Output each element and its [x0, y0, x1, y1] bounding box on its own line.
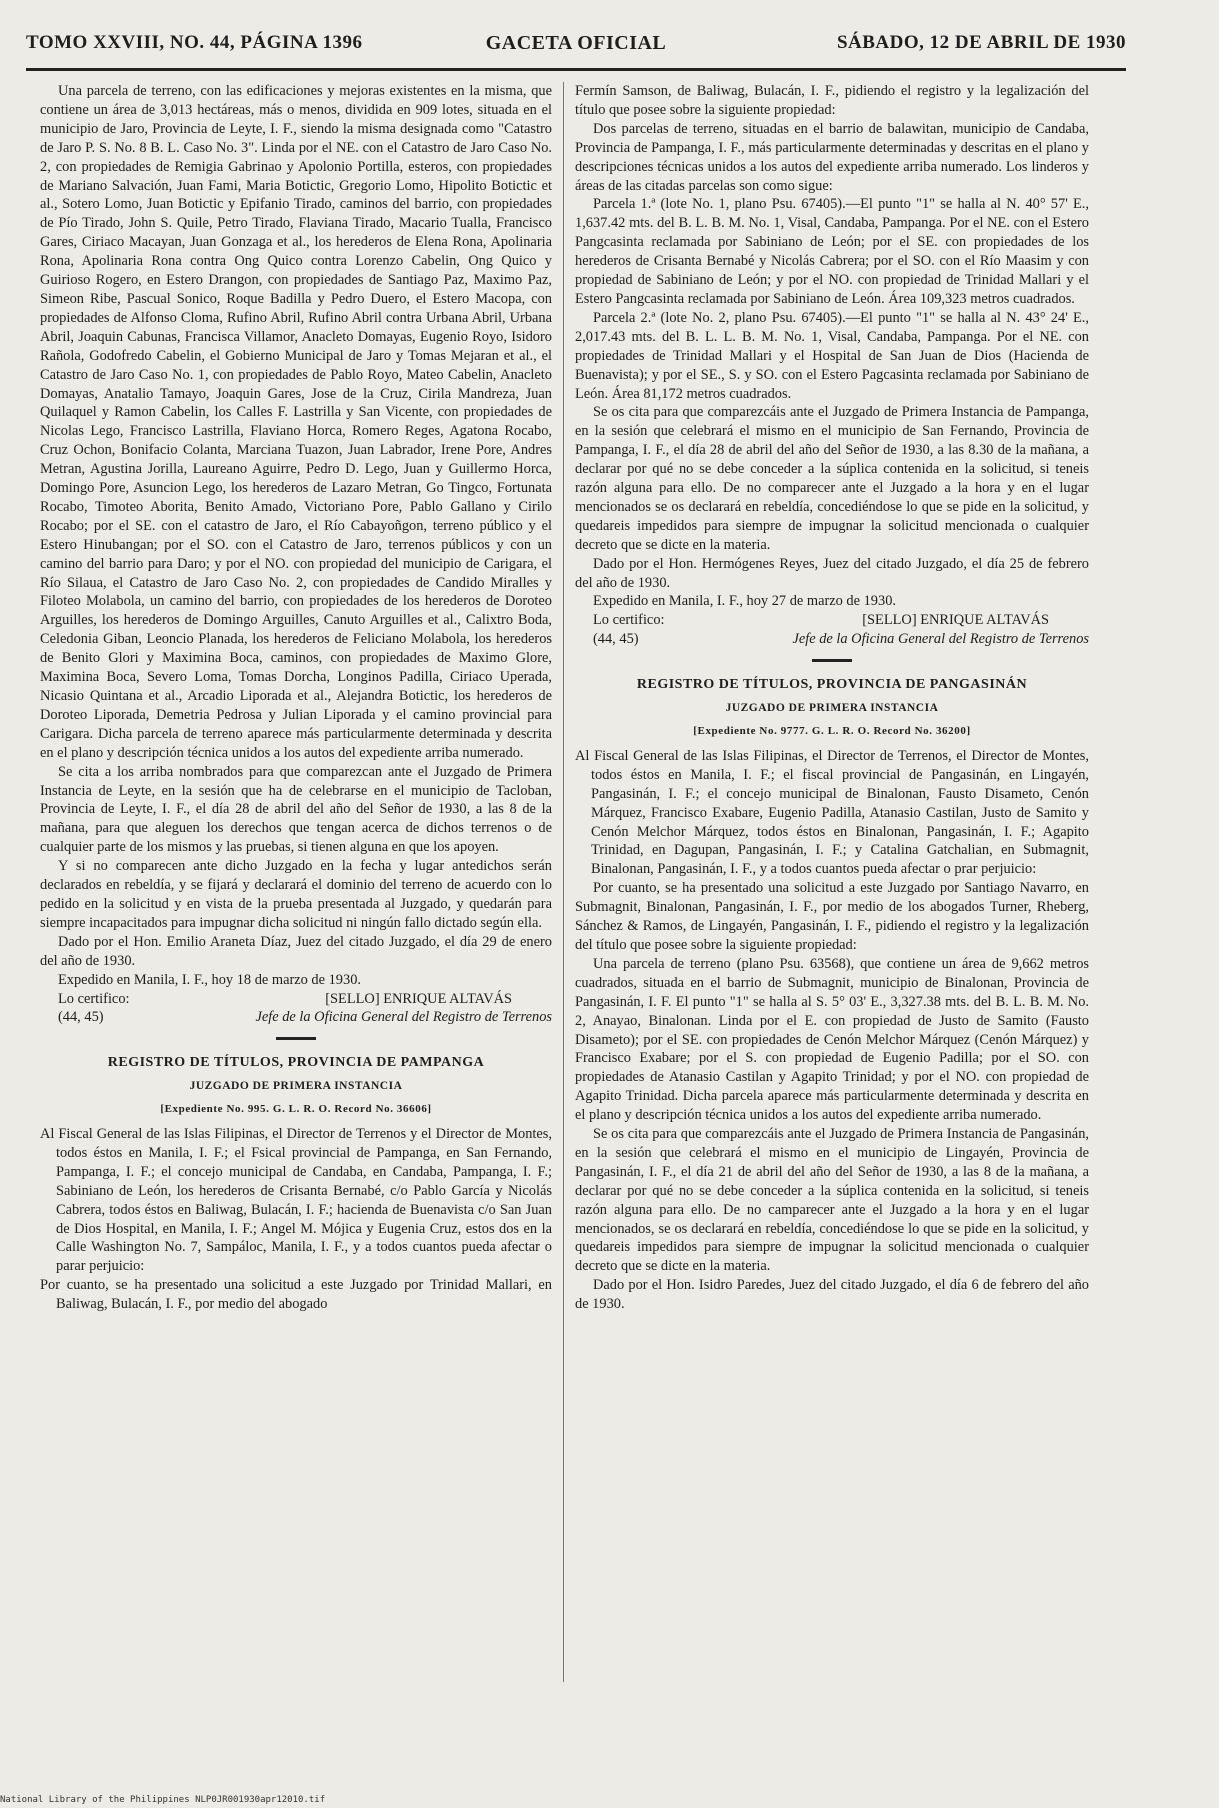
pampanga-issued: Expedido en Manila, I. F., hoy 27 de marzo de 1930. [593, 593, 896, 610]
pampanga-signature [575, 611, 1089, 630]
pampanga-citation: Se os cita para que comparezcáis ante el Juzgado de Primera Instancia de Pampanga, en la sesión que celebrará el mismo en el municipio de San Fernando, Provincia de Pampanga, I. F., el día 28 de abril del año del Señor de 1930, a las 8.30 de la mañana, a declarar por qué no se debe conceder a la súplica contenida en la solicitud, si teneis razón alguna para ello. De no comparecer ante el Juzgado a la hora y en el lugar mencionados se os declarará en rebeldía, concediéndose lo que se pide en la solicitud, y quedareis impedidos para siempre de impugnar la solicitud mencionada o cualquier decreto que se dicte en la materia. [575, 404, 1089, 553]
signer-title: Jefe de la Oficina General del Registro de Terrenos [255, 1009, 552, 1026]
left-column [40, 82, 552, 1314]
pangasinan-given-by: Dado por el Hon. Isidro Paredes, Juez del citado Juzgado, el día 6 de febrero del año de 1930. [575, 1277, 1089, 1313]
column-divider [563, 82, 564, 1682]
leyte-signature [40, 990, 552, 1009]
pampanga-given-by: Dado por el Hon. Hermógenes Reyes, Juez del citado Juzgado, el día 25 de febrero del año de 1930. [575, 555, 1089, 591]
publication-title: GACETA OFICIAL [485, 32, 667, 54]
section-separator [812, 659, 852, 662]
certifico-label: Lo certifico: [593, 612, 665, 629]
leyte-issued: Expedido en Manila, I. F., hoy 18 de marzo de 1930. [58, 971, 361, 988]
scan-footer: National Library of the Philippines NLP0JR001930apr12010.tif [0, 1795, 326, 1805]
pampanga-petition-cont: Fermín Samson, de Baliwag, Bulacán, I. F., pidiendo el registro y la legalización del título que posee sobre la siguiente propiedad: [575, 83, 1089, 118]
parcel-2-description: Parcela 2.ª (lote No. 2, plano Psu. 67405).—El punto "1" se halla al N. 43° 24' E., 2,017.43 mts. del B. L. L. B. M. No. 1, Visal, Candaba, Pampanga. Por el NE. con propiedades de Trinidad Mallari y el Hospital de San Juan de Dios (Hacienda de Buenavista); y por el SE., S. y SO. con el Estero Pagcasinta reclamada por Sabiniano de León. Área 81,172 metros cuadrados. [575, 309, 1089, 402]
pampanga-whereas: Por cuanto, se ha presentado una solicitud a este Juzgado por Trinidad Mallari, en Baliwag, Bulacán, I. F., por medio del abogado [40, 1277, 552, 1313]
pampanga-signer-title [575, 630, 1089, 649]
header-rule [26, 68, 1126, 71]
pangasinan-whereas: Por cuanto, se ha presentado una solicitud a este Juzgado por Santiago Navarro, en Submagnit, Binalonan, Pangasinán, I. F., por medio de los abogados Turner, Rheberg, Sánchez & Ramos, de Lingayén, Pangasinán, I. F., pidiendo el registro y la legalización del título que posee sobre la siguiente propiedad: [575, 880, 1089, 953]
pampanga-addressees: Al Fiscal General de las Islas Filipinas, el Director de Terrenos y el Director de Montes, todos éstos en Manila, I. F.; el Fsical provincial de Pampanga, en San Fernando, Pampanga, I. F.; el concejo municipal de Candaba, en Candaba, Pampanga, I. F.; Sabiniano de León, los herederos de Crisanta Bernabé, c/o Pablo García y Nicolás Cabrera, todos éstos en Baliwag, Bulacán, I. F.; hacienda de Buenavista c/o San Juan de Dios Hospital, en Manila, I. F.; Angel M. Mójica y Eugenia Cruz, estos dos en la Calle Washington No. 7, Sampáloc, Manila, I. F., y a todos cuantos pueda afectar o parar perjuicio: [40, 1126, 552, 1275]
certifico-label: Lo certifico: [58, 990, 130, 1007]
pangasinan-addressees: Al Fiscal General de las Islas Filipinas, el Director de Terrenos, el Director de Montes, todos éstos en Manila, I. F.; el fiscal provincial de Pangasinán, en Lingayén, Pangasinán, I. F.; el concejo municipal de Binalonan, Fausto Disameto, Cenón Márquez, Francisco Exabare, Eugenio Padilla, Atanasio Castilan, Justo de Samito y Cenón Melchor Márquez, todos éstos en Binalonan, Pangasinán, I. F.; Agapito Trinidad, en Dagupan, Pangasinán, I. F.; y Catalina Gatchalian, en Submagnit, Binalonan, Pangasinán, I. F., y a todos cuantos pueda afectar o prar perjuicio: [575, 747, 1089, 878]
pampanga-parcels-intro: Dos parcelas de terreno, situadas en el barrio de balawitan, municipio de Candaba, Provincia de Pampanga, I. F., más particularmente determinadas y descritas en el plano y descripciones técnicas unidos a los autos del expediente arriba numerado. Los linderos y áreas de las citadas parcelas son como sigue: [575, 120, 1089, 194]
case-number: [Expediente No. 9777. G. L. R. O. Record No. 36200] [693, 725, 971, 737]
court-label: JUZGADO DE PRIMERA INSTANCIA [725, 702, 939, 715]
pangasinan-parcel-description: Una parcela de terreno (plano Psu. 63568), que contiene un área de 9,662 metros cuadrados, situada en el barrio de Submagnit, municipio de Binalonan, Provincia de Pangasinán, I. F. El punto "1" se halla al S. 5° 03' E., 3,327.38 mts. del B. L. B. M. No. 2, Anayao, Binalonan. Linda por el E. con propiedad de Justo de Samito (Fausto Disameto); por el SE. con propiedades de Cenón Melchor Márquez (Cenón Márquez) y Francisco Exabare; por el S. con propiedad de Eugenio Padilla; por el SO. con propiedades de Atanasio Castilan y Agapito Trinidad; y por el NO. con propiedad de Agapito Trinidad. Dicha parcela aparece más particularmente determinada y descrita en el plano y descripción técnica unidos a los autos del expediente arriba numerado. [575, 955, 1089, 1124]
parcel-1-description: Parcela 1.ª (lote No. 1, plano Psu. 67405).—El punto "1" se halla al N. 40° 57' E., 1,637.42 mts. del B. L. B. M. No. 1, Visal, Candaba, Pampanga. Por el NE. con el Estero Pangcasinta reclamada por Sabiniano de León; por el SE. con propiedades de los herederos de Crisanta Bernabé y Nicolás Cabrera; por el SO. con el Río Maasim y con propiedad de Sabiniano de León; y por el NO. con propiedad de Trinidad Mallari y el Estero Pangcasinta reclamada por Sabiniano de León. Área 109,323 metros cuadrados. [575, 196, 1089, 307]
pangasinan-citation: Se os cita para que comparezcáis ante el Juzgado de Primera Instancia de Pangasinán, en la sesión que celebrará el mismo en el municipio de Lingayén, Provincia de Pangasinán, I. F., el día 21 de abril del año del Señor de 1930, a las 8 de la mañana, a declarar por qué no se debe conceder a la súplica contenida en la solicitud, si teneis razón alguna para ello. De no camparecer ante el Juzgado a la hora y en el lugar mencionados, se os declarará en rebeldía, concediéndose lo que se pide en la solicitud, y quedareis impedidos para siempre de impugnar la solicitud mencionada o cualquier decreto que se dicte en la materia. [575, 1126, 1089, 1275]
leyte-given-by: Dado por el Hon. Emilio Araneta Díaz, Juez del citado Juzgado, el día 29 de enero del año de 1930. [40, 933, 552, 969]
case-number: [Expediente No. 995. G. L. R. O. Record No. 36606] [160, 1103, 432, 1116]
page-header [26, 32, 1126, 66]
leyte-citation: Se cita a los arriba nombrados para que comparezcan ante el Juzgado de Primera Instancia de Leyte, en la sesión que ha de celebrarse en el municipio de Tacloban, Provincia de Leyte, I. F., el día 28 de abril del año del Señor de 1930, a las 8 de la mañana, para que aleguen los derechos que tengan acerca de dichos terrenos o de cualquier parte de los mismos y las pruebas, si tienen alguna en que los apoyen. [40, 763, 552, 856]
issue-number: (44, 45) [593, 631, 639, 648]
volume-page-label: TOMO XXVIII, NO. 44, PÁGINA 1396 [26, 32, 363, 53]
issue-date: SÁBADO, 12 DE ABRIL DE 1930 [836, 32, 1126, 53]
issue-number: (44, 45) [58, 1009, 104, 1026]
section-title-pangasinan: REGISTRO DE TÍTULOS, PROVINCIA DE PANGASINÁN [636, 677, 1028, 693]
section-title-pampanga: REGISTRO DE TÍTULOS, PROVINCIA DE PAMPANGA [107, 1055, 485, 1071]
leyte-parcel-description: Una parcela de terreno, con las edificaciones y mejoras existentes en la misma, que contiene un área de 3,013 hectáreas, más o menos, dividida en 909 lotes, situada en el municipio de Jaro, Provincia de Leyte, I. F., siendo la misma designada como "Catastro de Jaro P. S. No. 8 B. L. Caso No. 3". Linda por el NE. con el Catastro de Jaro Caso No. 2, con propiedades de Remigia Gabrinao y Apolonio Portilla, esteros, con propiedades de Mariano Salvación, Juan Fami, Maria Botictic, Gregorio Lomo, Hipolito Botictic et al., Sotero Lomo, Juan Botictic y Epifanio Tirado, caminos del barrio, con propiedades de Pío Tirado, John S. Quile, Petro Tirado, Flaviana Tirado, Macario Tualla, Francisco Gares, Ciriaco Macayan, Juan Gonzaga et al., los herederos de Elena Rona, Apolinaria Rona, Apolinaria Rona contra Ong Quico contra Lorenzo Cabelin, Ong Quico y Guirioso Rogero, en Estero Drangon, con propiedades de Santiago Paz, Maximo Paz, Simeon Ribe, Pascual Sonico, Roque Badilla y Pedro Duero, el Estero Macopa, con propiedades de Alfonso Cloma, Rufino Abril, Rufino Abril contra Urbana Abril, Urbana Abril, Joaquin Cabunas, Francisca Villamor, Anacleto Domayas, Eugenio Royo, Isidoro Rañola, Godofredo Cabelin, el Gobierno Municipal de Jaro y Tomas Mejaran et al., el Catastro de Jaro Caso No. 1, con propiedades de Pablo Royo, Mateo Cabelin, Anacleto Domayas, Anatalio Tamayo, Joaquin Gares, Jose de la Cruz, Cirila Mandreza, Juan Quilaquel y Ramon Cabelin, los Calles F. Lastrilla y San Vicente, con propiedades de Nicolas Lego, Francisco Lastrilla, Flaviano Horca, Romero Reges, Agatona Rocabo, Cruz Ochon, Bonifacio Colanta, Marciana Tuazon, Juan Labrador, Irene Pore, Andres Metran, Agustina Jorilla, Laureano Aguirre, Pedro D. Lego, Juan y Guillermo Horca, Domingo Pore, Asuncion Lego, los herederos de Lazaro Metran, Go Tingco, Fortunata Rocabo, Timoteo Aborita, Benito Amado, Victoriano Pore, Pablo Gallano y Cirilo Rocabo; por el SE. con el catastro de Jaro, el Río Cabayoñgon, terreno público y el Estero Hinubangan; por el SO. con el Catastro de Jaro, terrenos públicos y con un camino del barrio para Daro; y por el NO. con propiedad del municipio de Carigara, el Río Silaua, el Catastro de Jaro Caso No. 2, con propiedades de Candido Miralles y Filoteo Molabola, un camino del barrio, con propiedades de los herederos de Doroteo Arguilles, los herederos de Domingo Arguilles, Canuto Arguilles et al., Calixtro Boda, Celedonia Giban, Leoncio Planada, los herederos de Feliciano Molabola, los herederos de Benito Glori y Maximina Boca, caminos, con propiedades de Maximo Glore, Maximina Boca, Severo Loma, Tomas Dorcha, Longinos Padilla, Ciriaco Uperada, Nicasio Quintana et al., Arcadio Liporada et al., Alejandra Botictic, los herederos de Doroteo Liporada, Demetria Pedrosa y Julian Liporada y el camino provincial para Carigara. Dicha parcela de terreno aparece más particularmente determinada y descrita en el plano y descripción técnica unidos a los autos del expediente arriba numerado. [40, 83, 552, 761]
leyte-default-warning: Y si no comparecen ante dicho Juzgado en la fecha y lugar antedichos serán declarados en rebeldía, y se fijará y declarará el dominio del terreno de acuerdo con lo pedido en la solicitud y en vista de la prueba presentada al Juzgado, y quedarán para siempre incapacitados para impugnar dicha solicitud ni ningún fallo dictado según ella. [40, 858, 552, 931]
leyte-signer-title [40, 1008, 552, 1027]
seal-signature: [SELLO] ENRIQUE ALTAVÁS [862, 612, 1049, 629]
section-separator [276, 1037, 316, 1040]
court-label: JUZGADO DE PRIMERA INSTANCIA [189, 1080, 403, 1093]
signer-title: Jefe de la Oficina General del Registro de Terrenos [792, 631, 1089, 648]
seal-signature: [SELLO] ENRIQUE ALTAVÁS [325, 990, 512, 1007]
right-column [575, 82, 1089, 1314]
